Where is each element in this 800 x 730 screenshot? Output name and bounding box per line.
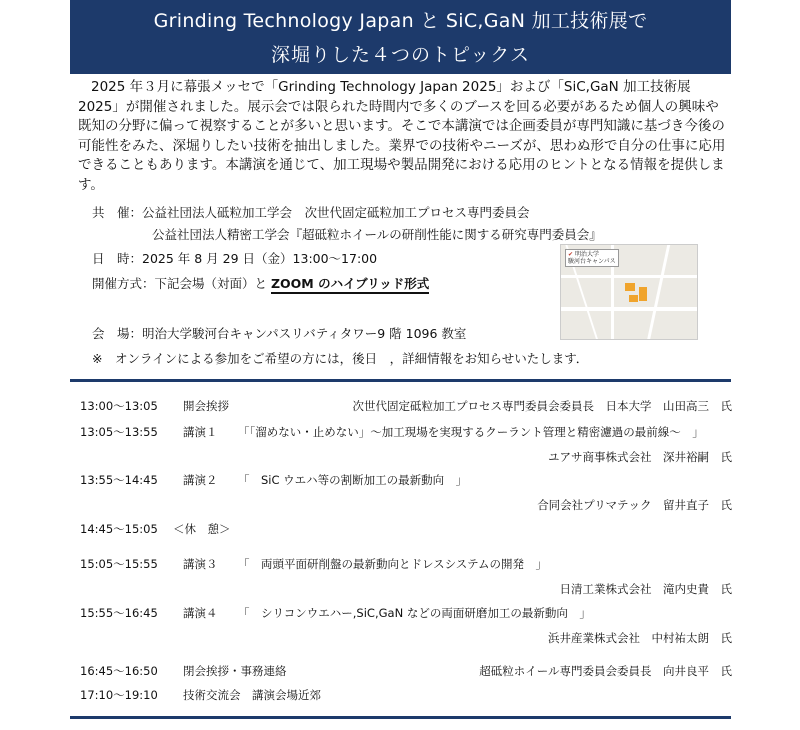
schedule-title: 「 シリコンウエハー,SiC,GaN などの両面研磨加工の最新動向 」 bbox=[238, 606, 591, 620]
schedule-speaker: 浜井産業株式会社 中村祐太朗 氏 bbox=[548, 631, 732, 645]
schedule-item: 講演１ bbox=[183, 425, 218, 439]
organizer-line-1: 共 催：公益社団法人砥粒加工学会 次世代固定砥粒加工プロセス専門委員会 bbox=[92, 205, 530, 220]
schedule-speaker: 合同会社プリマテック 留井直子 氏 bbox=[537, 498, 732, 512]
event-format-label: 開催方式：下記会場（対面）と bbox=[92, 276, 271, 291]
map-label-title: 明治大学 bbox=[574, 251, 599, 258]
event-datetime: 日 時：2025 年 8 月 29 日（金）13:00～17:00 bbox=[92, 251, 378, 266]
schedule-item: 開会挨拶 bbox=[183, 399, 229, 413]
divider-bottom bbox=[70, 716, 731, 719]
map-label: ✔ 明治大学 駿河台キャンパス bbox=[565, 249, 619, 267]
schedule-title: 「「溜めない・止めない」～加工現場を実現するクーラント管理と精密濾過の最前線～ 」 bbox=[238, 425, 704, 439]
hybrid-format-text: ZOOM のハイブリッド形式 bbox=[271, 276, 429, 294]
schedule-time: 13:00～13:05 bbox=[80, 399, 158, 413]
schedule-time: 17:10～19:10 bbox=[80, 688, 158, 702]
schedule-item: 技術交流会 講演会場近郊 bbox=[183, 688, 321, 702]
schedule-item: 講演４ bbox=[183, 606, 218, 620]
schedule-time: 16:45～16:50 bbox=[80, 664, 158, 678]
event-format bbox=[92, 274, 429, 292]
event-venue: 会 場：明治大学駿河台キャンパスリバティタワー9 階 1096 教室 bbox=[92, 326, 467, 341]
venue-map bbox=[560, 244, 698, 340]
divider-top bbox=[70, 379, 731, 382]
schedule-speaker: 日清工業株式会社 滝内史貴 氏 bbox=[559, 582, 732, 596]
schedule-break: ＜休 憩＞ bbox=[173, 522, 231, 536]
banner-title-line1: Grinding Technology Japan と SiC,GaN 加工技術展で bbox=[153, 10, 648, 32]
title-banner bbox=[70, 0, 731, 74]
schedule-item: 講演３ bbox=[183, 557, 218, 571]
schedule-speaker: ユアサ商事株式会社 深井裕嗣 氏 bbox=[548, 450, 732, 464]
map-label-subtitle: 駿河台キャンパス bbox=[568, 258, 616, 265]
organizer-line-2: 公益社団法人精密工学会『超砥粒ホイールの研削性能に関する研究専門委員会』 bbox=[152, 227, 602, 242]
schedule-speaker: 次世代固定砥粒加工プロセス専門委員会委員長 日本大学 山田高三 氏 bbox=[352, 399, 732, 413]
schedule-item: 閉会挨拶・事務連絡 bbox=[183, 664, 287, 678]
online-note: ※ オンラインによる参加をご希望の方には，後日 ，詳細情報をお知らせいたします． bbox=[92, 351, 589, 366]
schedule-time: 13:05～13:55 bbox=[80, 425, 158, 439]
schedule-time: 15:55～16:45 bbox=[80, 606, 158, 620]
intro-paragraph: 2025 年３月に幕張メッセで「Grinding Technology Japan 2025」および「SiC,GaN 加工技術展 2025」が開催されました。展示会では限られた時間内で多くのブースを回る必要があるため個人の興味や既知の分野に偏って視察することが多いと思います。そこで本講演では企画委員が専門知識に基づき今後の可能性をみた、深堀りしたい技術を抽出しました。業界での技術やニーズが、思わぬ形で自分の仕事に応用できることもあります。本講演を通じて、加工現場や製品開発における応用のヒントとなる情報を提供します。 bbox=[78, 79, 726, 193]
schedule-title: 「 両頭平面研削盤の最新動向とドレスシステムの開発 」 bbox=[238, 557, 548, 571]
schedule-time: 13:55～14:45 bbox=[80, 473, 158, 487]
banner-title-line2: 深堀りした４つのトピックス bbox=[270, 44, 531, 66]
schedule-time: 14:45～15:05 bbox=[80, 522, 158, 536]
schedule-time: 15:05～15:55 bbox=[80, 557, 158, 571]
schedule-speaker: 超砥粒ホイール専門委員会委員長 向井良平 氏 bbox=[479, 664, 732, 678]
schedule-item: 講演２ bbox=[183, 473, 218, 487]
schedule-title: 「 SiC ウエハ等の割断加工の最新動向 」 bbox=[238, 473, 468, 487]
